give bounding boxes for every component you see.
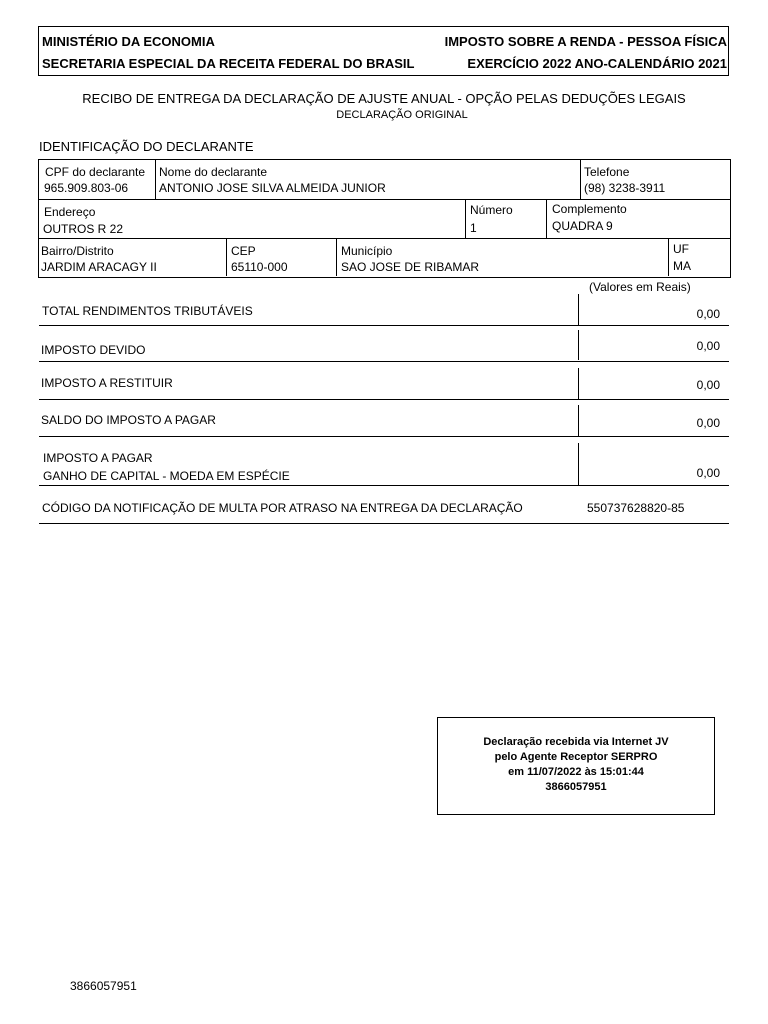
uf-label: UF xyxy=(673,242,689,256)
stamp-line-4: 3866057951 xyxy=(545,781,607,793)
refund-value: 0,00 xyxy=(696,378,720,392)
name-label: Nome do declarante xyxy=(159,165,268,179)
stamp-line-2: pelo Agente Receptor SERPRO xyxy=(494,751,658,763)
tax-due-value: 0,00 xyxy=(696,339,720,353)
capital-gain-label-1: IMPOSTO A PAGAR xyxy=(43,451,153,465)
cpf-value: 965.909.803-06 xyxy=(44,181,129,195)
stamp-line-1: Declaração recebida via Internet JV xyxy=(483,736,669,748)
uf-value: MA xyxy=(673,259,691,273)
cep-label: CEP xyxy=(231,244,256,258)
exercise-title: EXERCÍCIO 2022 ANO-CALENDÁRIO 2021 xyxy=(467,56,727,71)
address-value: OUTROS R 22 xyxy=(43,222,124,236)
number-label: Número xyxy=(470,203,513,217)
footer-control-number: 3866057951 xyxy=(70,979,137,993)
complement-value: QUADRA 9 xyxy=(552,219,613,233)
total-income-value: 0,00 xyxy=(696,307,720,321)
tax-due-label: IMPOSTO DEVIDO xyxy=(41,343,146,357)
penalty-code-label: CÓDIGO DA NOTIFICAÇÃO DE MULTA POR ATRASO NA ENTREGA DA DECLARAÇÃO xyxy=(42,501,523,515)
tax-type-title: IMPOSTO SOBRE A RENDA - PESSOA FÍSICA xyxy=(444,34,727,49)
district-label: Bairro/Distrito xyxy=(41,244,114,258)
complement-label: Complemento xyxy=(552,202,627,216)
refund-label: IMPOSTO A RESTITUIR xyxy=(41,376,173,390)
identification-section-title: IDENTIFICAÇÃO DO DECLARANTE xyxy=(39,139,254,154)
city-value: SAO JOSE DE RIBAMAR xyxy=(341,260,480,274)
cep-value: 65110-000 xyxy=(231,260,288,274)
cpf-label: CPF do declarante xyxy=(45,165,146,179)
currency-note: (Valores em Reais) xyxy=(589,280,691,294)
stamp-line-3: em 11/07/2022 às 15:01:44 xyxy=(508,766,644,778)
capital-gain-value: 0,00 xyxy=(696,466,720,480)
balance-label: SALDO DO IMPOSTO A PAGAR xyxy=(41,413,216,427)
capital-gain-label-2: GANHO DE CAPITAL - MOEDA EM ESPÉCIE xyxy=(43,469,290,483)
balance-value: 0,00 xyxy=(696,416,720,430)
secretariat-title: SECRETARIA ESPECIAL DA RECEITA FEDERAL DO BRASIL xyxy=(42,56,415,71)
name-value: ANTONIO JOSE SILVA ALMEIDA JUNIOR xyxy=(159,181,386,195)
receipt-stamp xyxy=(437,717,715,815)
district-value: JARDIM ARACAGY II xyxy=(41,260,157,274)
phone-value: (98) 3238-3911 xyxy=(584,181,666,195)
penalty-code-value: 550737628820-85 xyxy=(587,501,685,515)
receipt-subtitle: DECLARAÇÃO ORIGINAL xyxy=(336,109,468,121)
ministry-title: MINISTÉRIO DA ECONOMIA xyxy=(42,34,215,49)
total-income-label: TOTAL RENDIMENTOS TRIBUTÁVEIS xyxy=(42,304,253,318)
receipt-title: RECIBO DE ENTREGA DA DECLARAÇÃO DE AJUSTE ANUAL - OPÇÃO PELAS DEDUÇÕES LEGAIS xyxy=(82,91,686,106)
address-label: Endereço xyxy=(44,205,96,219)
city-label: Município xyxy=(341,244,393,258)
phone-label: Telefone xyxy=(584,165,630,179)
number-value: 1 xyxy=(470,221,477,235)
